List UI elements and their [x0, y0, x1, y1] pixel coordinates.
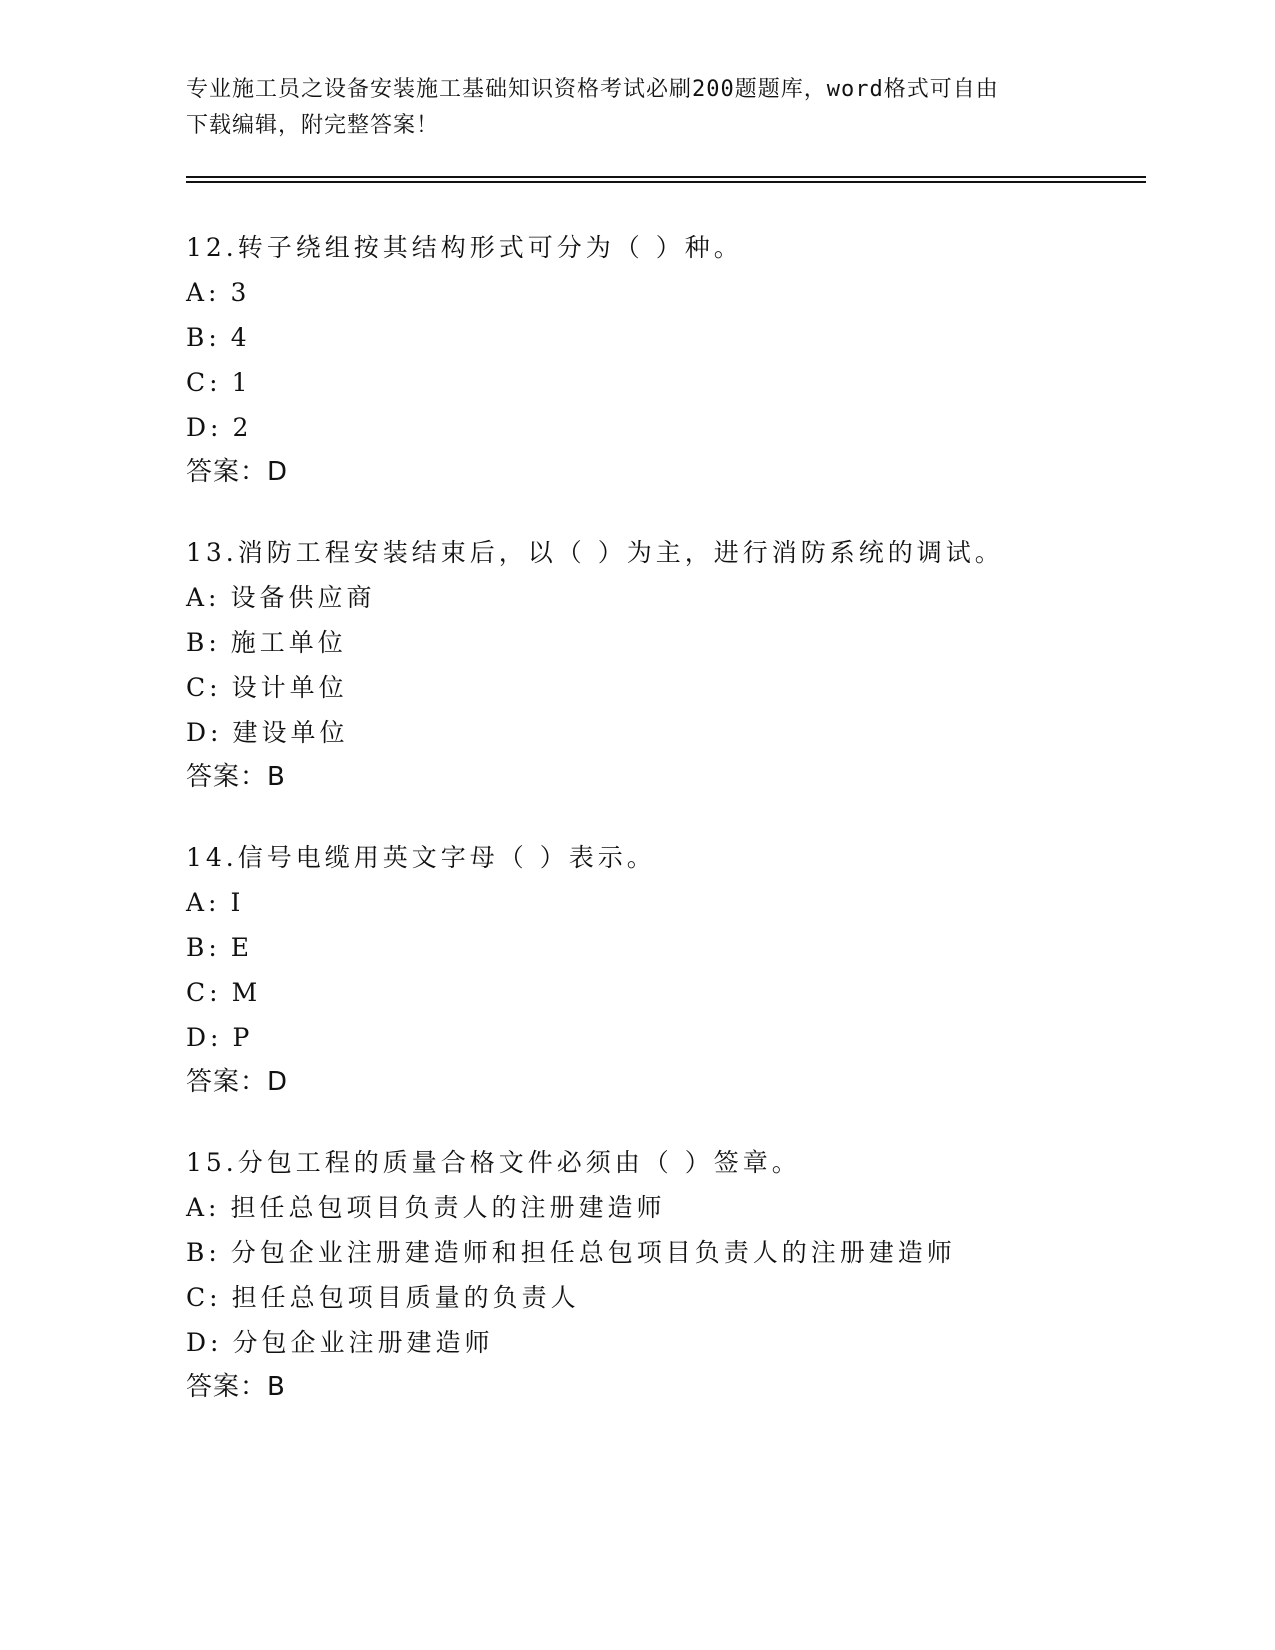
option-label: C: [186, 978, 222, 1007]
question-12 [186, 225, 1186, 495]
question-13 [186, 530, 1186, 800]
header-line-1: 专业施工员之设备安装施工基础知识资格考试必刷200题题库，word格式可自由 [186, 77, 999, 102]
option-label: D: [186, 1328, 223, 1357]
option-label: C: [186, 368, 222, 397]
option-a [186, 270, 1186, 315]
option-text: 4 [230, 323, 251, 352]
question-15 [186, 1140, 1186, 1410]
header-line-2: 下载编辑，附完整答案！ [186, 113, 440, 138]
answer-line: 答案：B [186, 762, 286, 792]
option-a [186, 1185, 1186, 1230]
option-c [186, 665, 1186, 710]
option-text: 分包企业注册建造师 [232, 1328, 494, 1357]
question-stem: 14.信号电缆用英文字母（ ）表示。 [186, 843, 656, 872]
option-a [186, 575, 1186, 620]
option-d [186, 1320, 1186, 1365]
option-b [186, 315, 1186, 360]
option-text: 3 [230, 278, 251, 307]
answer-line: 答案：D [186, 1067, 289, 1097]
option-label: C: [186, 1283, 222, 1312]
option-text: M [231, 978, 262, 1007]
option-c [186, 1275, 1186, 1320]
answer-line: 答案：B [186, 1372, 286, 1402]
option-b [186, 1230, 1186, 1275]
option-b [186, 925, 1186, 970]
option-label: C: [186, 673, 222, 702]
option-d [186, 1015, 1186, 1060]
option-text: P [232, 1023, 254, 1052]
answer-line: 答案：D [186, 457, 289, 487]
question-14 [186, 835, 1186, 1105]
document-header [186, 72, 1086, 144]
option-text: 分包企业注册建造师和担任总包项目负责人的注册建造师 [230, 1238, 956, 1267]
option-label: B: [186, 1238, 221, 1267]
option-d [186, 405, 1186, 450]
option-label: A: [186, 888, 221, 917]
question-stem: 15.分包工程的质量合格文件必须由（ ）签章。 [186, 1148, 801, 1177]
option-text: 设计单位 [231, 673, 348, 702]
option-d [186, 710, 1186, 755]
option-text: 施工单位 [230, 628, 347, 657]
header-divider-top [186, 176, 1146, 178]
option-label: A: [186, 583, 221, 612]
option-text: 担任总包项目负责人的注册建造师 [230, 1193, 666, 1222]
option-b [186, 620, 1186, 665]
question-stem: 12.转子绕组按其结构形式可分为（ ）种。 [186, 233, 743, 262]
option-label: B: [186, 933, 221, 962]
option-text: I [230, 888, 245, 917]
header-divider-bottom [186, 181, 1146, 183]
option-text: 设备供应商 [230, 583, 376, 612]
question-stem: 13.消防工程安装结束后，以（ ）为主，进行消防系统的调试。 [186, 538, 1004, 567]
option-c [186, 360, 1186, 405]
option-text: 担任总包项目质量的负责人 [231, 1283, 580, 1312]
option-label: B: [186, 323, 221, 352]
option-label: A: [186, 278, 221, 307]
option-label: D: [186, 718, 223, 747]
option-label: A: [186, 1193, 221, 1222]
option-text: 1 [231, 368, 252, 397]
option-label: B: [186, 628, 221, 657]
option-text: E [230, 933, 254, 962]
option-a [186, 880, 1186, 925]
option-label: D: [186, 1023, 223, 1052]
option-label: D: [186, 413, 223, 442]
option-text: 建设单位 [232, 718, 349, 747]
option-c [186, 970, 1186, 1015]
option-text: 2 [232, 413, 253, 442]
